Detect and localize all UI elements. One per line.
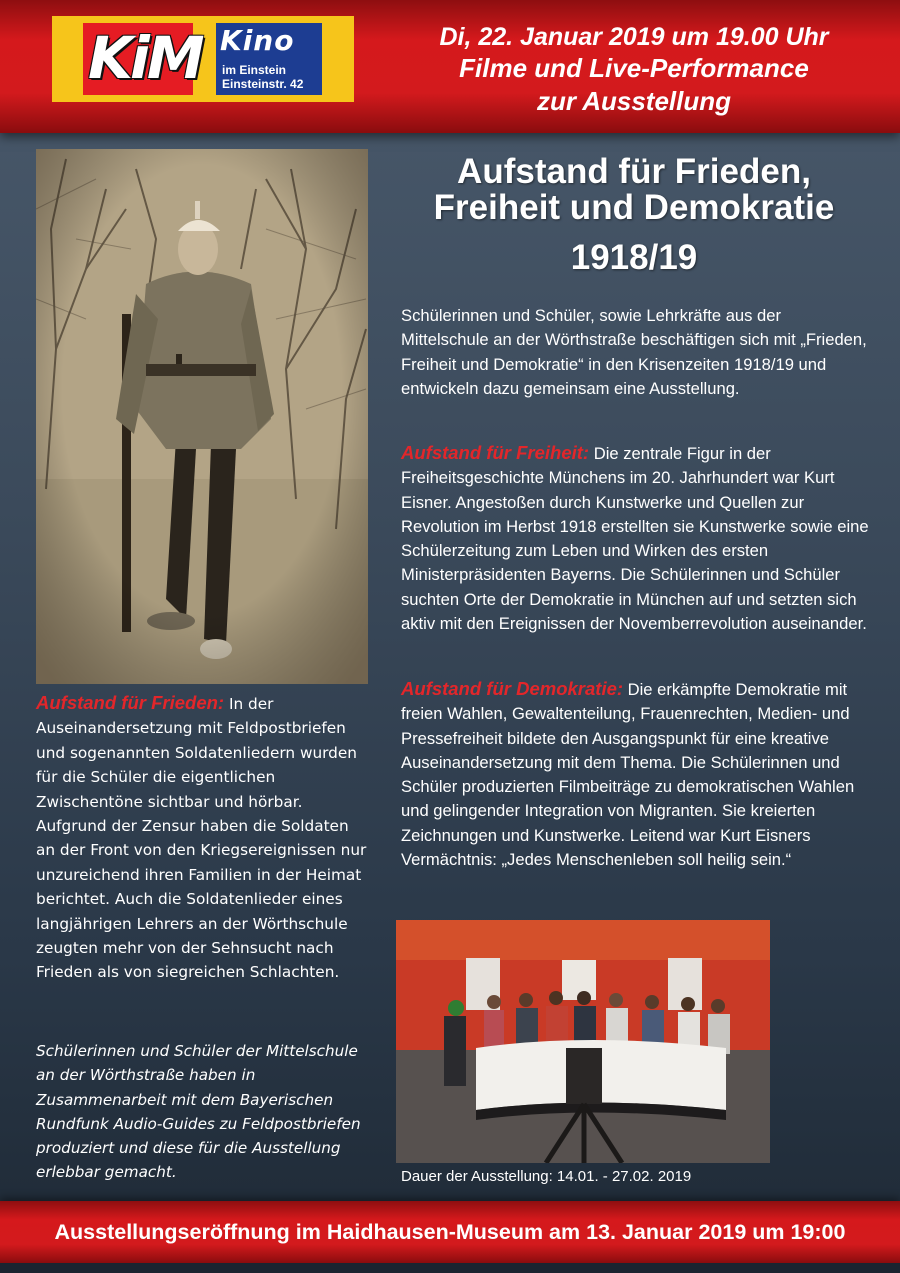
freiheit-text: Die zentrale Figur in der Freiheitsgeschichte Münchens im 20. Jahrhundert war Kurt Eisner. Angestoßen durch Kunstwerke und Quellen zur Revolution im Herbst 1918 erstellten sie Kunstwerke sowie eine Schülerzeitung zum Leben und Wirken des ersten Ministerpräsidenten Bayerns. Die Schülerinnen und Schüler suchten Orte der Demokratie in München auf und setzten sich aktiv mit den Ereignissen der Novemberrevolution auseinander.	[401, 444, 869, 634]
main-title	[400, 154, 868, 276]
kim-kino-logo	[52, 16, 354, 102]
logo-blue-panel	[216, 23, 322, 95]
students-photo-drawing	[396, 920, 770, 1163]
demokratie-text: Die erkämpfte Demokratie mit freien Wahlen, Gewaltenteilung, Frauenrechten, Medien- und Pressefreiheit bildete den Ausgangspunkt für eine kreative Auseinandersetzung mit dem Thema. Die Schülerinnen und Schüler produzierten Filmbeiträge zu demokratischen Wahlen und gelingender Integration von Migranten. Sie kreierten Zeichnungen und Kunstwerke. Leitend war Kurt Eisners Vermächtnis: „Jedes Menschenleben soll heilig sein.“	[401, 680, 855, 870]
intro-paragraph: Schülerinnen und Schüler, sowie Lehrkräfte aus der Mittelschule an der Wörthstraße beschäftigen sich mit „Frieden, Freiheit und Demokratie“ in den Krisenzeiten 1918/19 und entwickeln dazu gemeinsam eine Ausstellung.	[401, 306, 867, 398]
event-date: Di, 22. Januar 2019 um 19.00 Uhr	[439, 23, 829, 51]
bottom-strip	[0, 1263, 900, 1273]
students-tv-studio-photo	[396, 920, 770, 1163]
frieden-text: In der Auseinandersetzung mit Feldpostbriefen und sogenannten Soldatenliedern wurden für die Schüler die eigentlichen Zwischentöne sichtbar und hörbar. Aufgrund der Zensur haben die Soldaten an der Front von den Kriegsereignissen nur unzureichend ihren Familien in der Heimat berichtet. Auch die Soldatenlieder eines langjährigen Lehrers an der Wörthschule zeugten mehr von der Sehnsucht nach Frieden als von siegreichen Schlachten.	[36, 695, 367, 982]
title-line1: Aufstand für Frieden,	[457, 152, 811, 191]
freiheit-paragraph	[401, 441, 871, 636]
bottom-banner	[0, 1201, 900, 1263]
soldier-photo-drawing	[36, 149, 368, 684]
logo-kino-text: Kino	[220, 24, 295, 57]
freiheit-heading: Aufstand für Freiheit:	[401, 442, 590, 463]
event-header	[398, 22, 870, 118]
frieden-heading: Aufstand für Frieden:	[36, 692, 225, 713]
event-subtitle-line2: zur Ausstellung	[536, 86, 732, 116]
logo-address-line2: Einsteinstr. 42	[222, 77, 304, 91]
exhibition-duration-caption: Dauer der Ausstellung: 14.01. - 27.02. 2019	[401, 1168, 692, 1185]
logo-address-line1: im Einstein	[222, 63, 287, 77]
top-banner	[0, 0, 900, 133]
event-subtitle-line1: Filme und Live-Performance	[459, 53, 809, 83]
soldier-photo	[36, 149, 368, 684]
demokratie-paragraph	[401, 677, 871, 872]
audio-guide-note: Schülerinnen und Schüler der Mittelschule an der Wörthstraße haben in Zusammenarbeit mit dem Bayerischen Rundfunk Audio-Guides zu Feldpostbriefen produziert und diese für die Ausstellung erlebbar gemacht.	[36, 1042, 361, 1182]
demokratie-heading: Aufstand für Demokratie:	[401, 678, 624, 699]
frieden-paragraph	[36, 691, 370, 985]
title-year: 1918/19	[570, 238, 698, 277]
opening-announcement: Ausstellungseröffnung im Haidhausen-Museum am 13. Januar 2019 um 19:00	[54, 1220, 846, 1244]
title-line2: Freiheit und Demokratie	[433, 188, 835, 227]
logo-kim-text: KiM	[88, 24, 202, 92]
